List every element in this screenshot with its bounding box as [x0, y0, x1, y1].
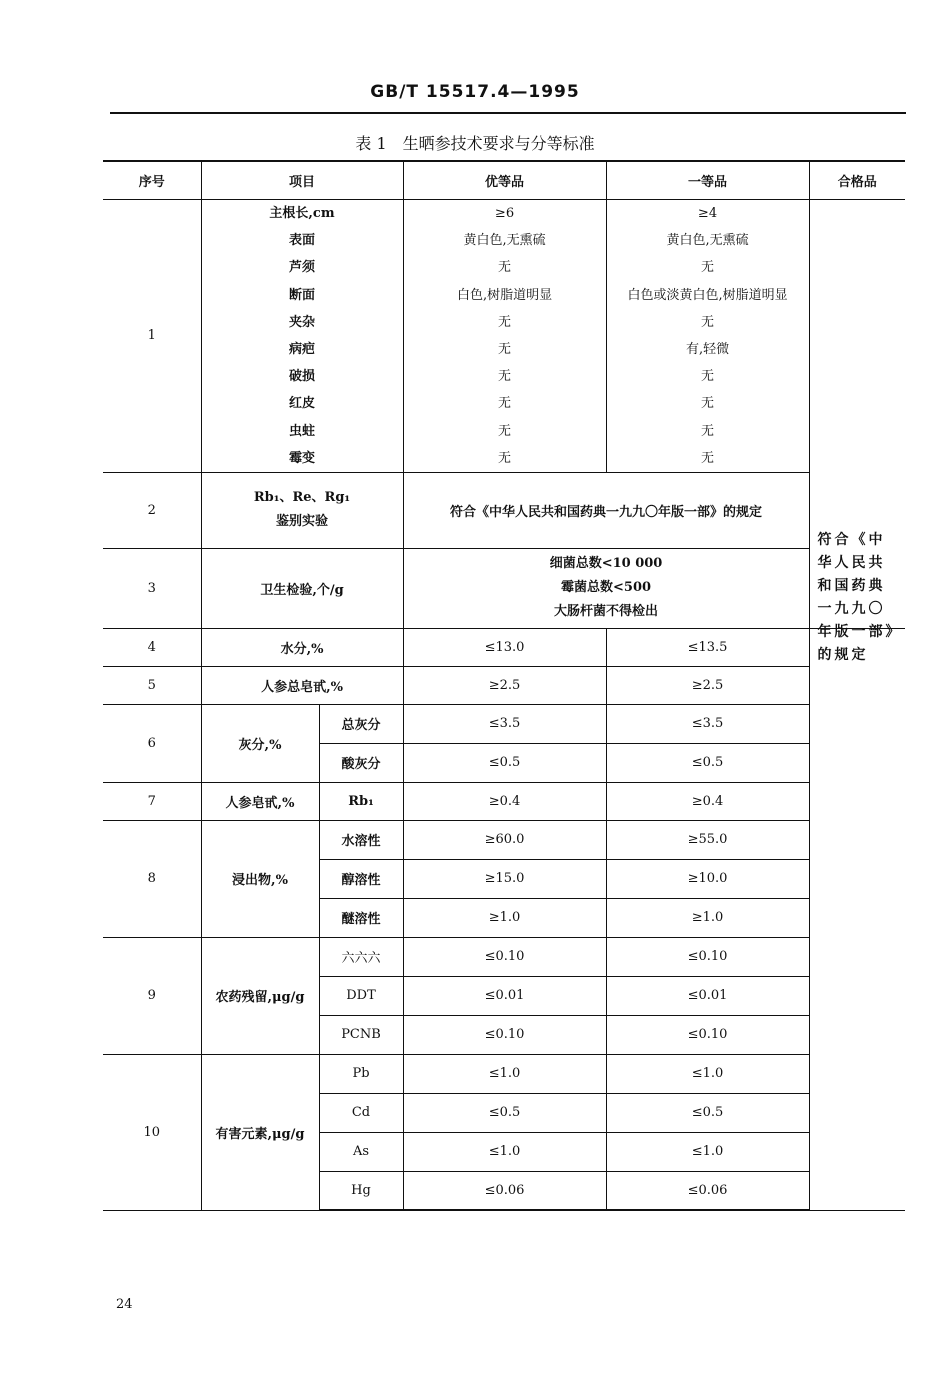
- table-row: [103, 782, 905, 820]
- item-cell: 水分,%: [201, 628, 403, 666]
- grading-table: [103, 160, 905, 1211]
- col-header-seq: 序号: [103, 161, 201, 200]
- table-row: [103, 937, 905, 976]
- sub-item-cell: 醇溶性: [319, 859, 403, 898]
- qualified-note: 符合《中华人民共和国药典一九九〇年版一部》的规定: [809, 628, 905, 1210]
- premium-value: ≤0.5: [403, 743, 606, 782]
- first-value: ≥0.4: [606, 782, 809, 820]
- seq-cell: 2: [103, 472, 201, 548]
- sub-item-cell: DDT: [319, 976, 403, 1015]
- sub-item-cell: As: [319, 1132, 403, 1171]
- first-value: ≤0.5: [606, 1093, 809, 1132]
- item-cell: 人参总皂甙,%: [201, 666, 403, 704]
- premium-value: ≤1.0: [403, 1054, 606, 1093]
- appearance-items: 主根长,cm 表面 芦须 断面 夹杂 病疤 破损 红皮 虫蛀 霉变: [201, 200, 403, 473]
- seq-cell: 10: [103, 1054, 201, 1210]
- premium-value: ≥15.0: [403, 859, 606, 898]
- table-row: [103, 472, 905, 548]
- item-cell: 农药残留,μg/g: [201, 937, 319, 1054]
- first-value: ≤1.0: [606, 1132, 809, 1171]
- first-value: ≥1.0: [606, 898, 809, 937]
- premium-value: ≥2.5: [403, 666, 606, 704]
- col-header-qualified: 合格品: [809, 161, 905, 200]
- seq-cell: 6: [103, 704, 201, 782]
- premium-value: ≤0.01: [403, 976, 606, 1015]
- first-value: ≤3.5: [606, 704, 809, 743]
- col-header-first: 一等品: [606, 161, 809, 200]
- col-header-premium: 优等品: [403, 161, 606, 200]
- table-row: [103, 548, 905, 628]
- first-value: ≤0.10: [606, 1015, 809, 1054]
- table-row: [103, 1054, 905, 1093]
- premium-value: ≥1.0: [403, 898, 606, 937]
- item-cell: 卫生检验,个/g: [201, 548, 403, 628]
- hygiene-values: 细菌总数<10 000 霉菌总数<500 大肠杆菌不得检出: [403, 548, 809, 628]
- premium-value: ≤0.06: [403, 1171, 606, 1210]
- sub-item-cell: 醚溶性: [319, 898, 403, 937]
- table-title: 表 1 生晒参技术要求与分等标准: [355, 134, 595, 153]
- first-appearance: ≥4 黄白色,无熏硫 无 白色或淡黄白色,树脂道明显 无 有,轻微 无 无 无 无: [606, 200, 809, 473]
- first-value: ≥2.5: [606, 666, 809, 704]
- item-cell: 浸出物,%: [201, 820, 319, 937]
- first-value: ≤1.0: [606, 1054, 809, 1093]
- first-value: ≥10.0: [606, 859, 809, 898]
- seq-cell: 3: [103, 548, 201, 628]
- first-value: ≤0.06: [606, 1171, 809, 1210]
- premium-value: ≥60.0: [403, 820, 606, 859]
- sub-item-cell: 水溶性: [319, 820, 403, 859]
- premium-value: ≤1.0: [403, 1132, 606, 1171]
- table-row: [103, 820, 905, 859]
- sub-item-cell: Pb: [319, 1054, 403, 1093]
- item-cell: Rb₁、Re、Rg₁ 鉴别实验: [201, 472, 403, 548]
- sub-item-cell: 六六六: [319, 937, 403, 976]
- sub-item-cell: 总灰分: [319, 704, 403, 743]
- item-cell: 人参皂甙,%: [201, 782, 319, 820]
- premium-value: ≤0.10: [403, 937, 606, 976]
- table-header-row: [103, 161, 905, 200]
- premium-value: ≤0.5: [403, 1093, 606, 1132]
- table-row: [103, 704, 905, 743]
- standard-code: GB/T 15517.4—1995: [370, 82, 580, 102]
- premium-value: ≤3.5: [403, 704, 606, 743]
- seq-cell: 9: [103, 937, 201, 1054]
- page-number: 24: [116, 1297, 133, 1312]
- table-row: [103, 666, 905, 704]
- seq-cell: 4: [103, 628, 201, 666]
- sub-item-cell: PCNB: [319, 1015, 403, 1054]
- sub-item-cell: Hg: [319, 1171, 403, 1210]
- seq-cell: 5: [103, 666, 201, 704]
- table-row: [103, 200, 905, 473]
- sub-item-cell: Cd: [319, 1093, 403, 1132]
- first-value: ≤0.5: [606, 743, 809, 782]
- first-value: ≤0.01: [606, 976, 809, 1015]
- sub-item-cell: 酸灰分: [319, 743, 403, 782]
- item-cell: 有害元素,μg/g: [201, 1054, 319, 1210]
- seq-cell: 1: [103, 200, 201, 473]
- header-rule: [110, 112, 906, 114]
- premium-value: ≤13.0: [403, 628, 606, 666]
- premium-value: ≥0.4: [403, 782, 606, 820]
- first-value: ≤0.10: [606, 937, 809, 976]
- col-header-item: 项目: [201, 161, 403, 200]
- item-cell: 灰分,%: [201, 704, 319, 782]
- sub-item-cell: Rb₁: [319, 782, 403, 820]
- seq-cell: 8: [103, 820, 201, 937]
- premium-value: ≤0.10: [403, 1015, 606, 1054]
- first-value: ≤13.5: [606, 628, 809, 666]
- table-row: [103, 628, 905, 666]
- premium-appearance: ≥6 黄白色,无熏硫 无 白色,树脂道明显 无 无 无 无 无 无: [403, 200, 606, 473]
- identification-value: 符合《中华人民共和国药典一九九〇年版一部》的规定: [403, 472, 809, 548]
- seq-cell: 7: [103, 782, 201, 820]
- first-value: ≥55.0: [606, 820, 809, 859]
